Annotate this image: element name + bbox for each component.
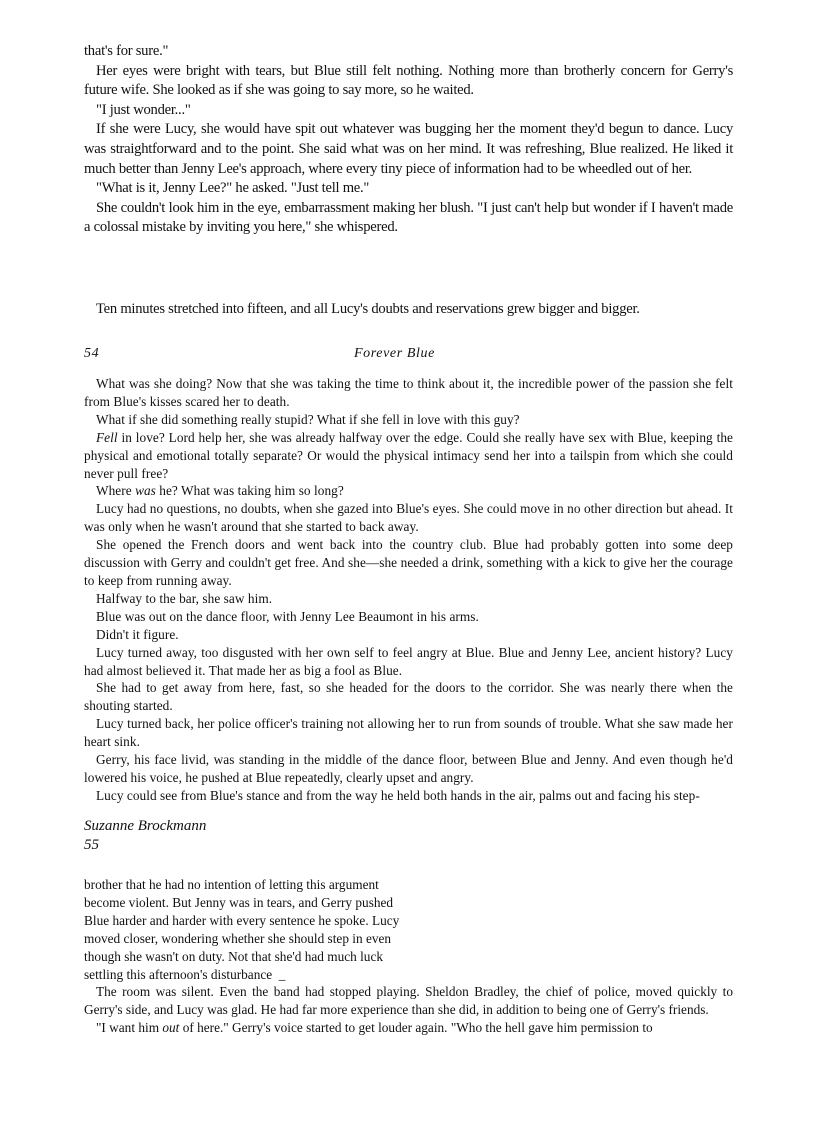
paragraph: She couldn't look him in the eye, embarrassment making her blush. "I just can't help but wonder if I haven't made a colossal mistake by inviting you here," she whispered. [84, 199, 733, 236]
paragraph: Blue was out on the dance floor, with Jenny Lee Beaumont in his arms. [96, 608, 479, 624]
page-number: 54 [84, 346, 100, 361]
author-block [84, 817, 206, 855]
paragraph: Lucy could see from Blue's stance and from the way he held both hands in the air, palms out and facing his step- [96, 787, 700, 803]
paragraph-text: "I want him [96, 1019, 163, 1035]
paragraph: She opened the French doors and went back into the country club. Blue had probably gotten into some deep discussion with Gerry and couldn't get free. And she—she needed a drink, something with a kick to give her the courage to keep from running away. [84, 537, 733, 588]
paragraph: The room was silent. Even the band had stopped playing. Sheldon Bradley, the chief of police, moved quickly to Gerry's side, and Lucy was glad. He had far more experience than she did, in addition to being one of Gerry's friends. [84, 984, 733, 1017]
page-54-body [84, 375, 733, 805]
paragraph: What was she doing? Now that she was taking the time to think about it, the incredible power of the passion she felt from Blue's kisses scared her to death. [84, 376, 733, 409]
running-header [84, 346, 733, 366]
page-55-column [84, 876, 459, 983]
top-section [84, 42, 733, 238]
text-line: settling this afternoon's disturbance _ [84, 966, 286, 982]
paragraph: If she were Lucy, she would have spit out whatever was bugging her the moment they'd begun to dance. Lucy was straightforward and to the point. She said what was on her mind. It was refreshing, Blue realized. He liked it much better than Jenny Lee's approach, where every tiny piece of information had to be wheedled out of her. [84, 121, 733, 177]
paragraph: Halfway to the bar, she saw him. [96, 590, 273, 606]
paragraph: She had to get away from here, fast, so she headed for the doors to the corridor. She was nearly there when the shouting started. [84, 680, 733, 714]
paragraph: Didn't it figure. [96, 626, 179, 642]
paragraph: Lucy turned back, her police officer's training not allowing her to run from sounds of trouble. What she saw made her heart sink. [84, 716, 733, 750]
paragraph-text: he? What was taking him so long? [155, 483, 344, 499]
paragraph [84, 1019, 733, 1037]
text-line: brother that he had no intention of letting this argument [84, 877, 379, 892]
paragraph: Her eyes were bright with tears, but Blue still felt nothing. Nothing more than brotherly concern for Gerry's future wife. She looked as if she was going to say more, so he waited. [84, 62, 733, 99]
text-line: moved closer, wondering whether she should step in even [84, 930, 392, 946]
text-line: become violent. But Jenny was in tears, and Gerry pushed [84, 894, 394, 910]
emphasis: was [135, 483, 156, 499]
paragraph: "What is it, Jenny Lee?" he asked. "Just tell me." [96, 180, 370, 197]
paragraph [84, 482, 733, 500]
scene-closing-paragraph: Ten minutes stretched into fifteen, and all Lucy's doubts and reservations grew bigger and bigger. [96, 301, 640, 317]
book-title: Forever Blue [354, 346, 435, 361]
paragraph-text: of here." Gerry's voice started to get louder again. "Who the hell gave him permission to [179, 1019, 653, 1035]
paragraph [84, 429, 733, 483]
paragraph: Gerry, his face livid, was standing in the middle of the dance floor, between Blue and Jenny. And even though he'd lowered his voice, he pushed at Blue repeatedly, clearly upset and angry. [84, 752, 733, 785]
paragraph-text: Where [96, 483, 136, 499]
paragraph: "I just wonder..." [96, 101, 191, 118]
author-name: Suzanne Brockmann [84, 818, 207, 834]
page-number: 55 [84, 837, 99, 853]
paragraph: Lucy turned away, too disgusted with her own self to feel angry at Blue. Blue and Jenny Lee, ancient history? Lucy had almost believed it. That made her as big a fool as Blue. [84, 644, 733, 678]
page-55-body [84, 983, 733, 1037]
paragraph: What if she did something really stupid? What if she fell in love with this guy? [96, 411, 520, 427]
paragraph-text: in love? Lord help her, she was already halfway over the edge. Could she really have sex with Blue, keeping the physical and emotional totally separate? Or would the physical intimacy send her into a tailspin from which she could never pull free? [84, 429, 733, 481]
paragraph: that's for sure." [84, 43, 169, 59]
emphasis: Fell [96, 429, 118, 445]
text-line: though she wasn't on duty. Not that she'd had much luck [84, 948, 384, 964]
paragraph: Lucy had no questions, no doubts, when she gazed into Blue's eyes. She could move in no other direction but ahead. It was only when he wasn't around that she started to back away. [84, 501, 733, 535]
text-line: Blue harder and harder with every sentence he spoke. Lucy [84, 912, 400, 928]
emphasis: out [162, 1019, 180, 1035]
